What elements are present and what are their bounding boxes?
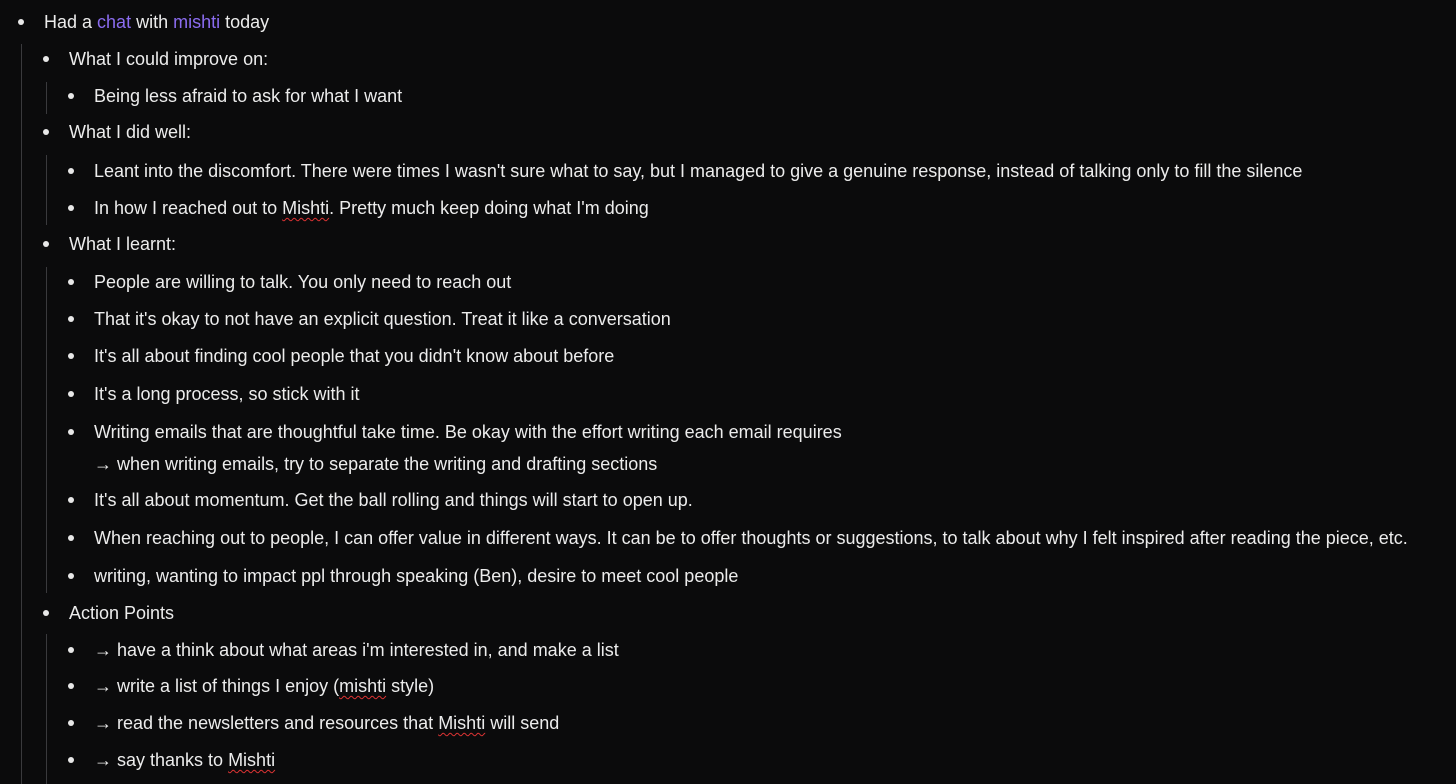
indent-guide[interactable] [21,44,22,784]
bullet-icon[interactable] [68,279,74,285]
bullet-icon[interactable] [68,316,74,322]
bullet-icon[interactable] [68,93,74,99]
indent-guide[interactable] [46,155,47,225]
block-text[interactable]: What I learnt: [69,234,177,254]
block-text[interactable]: It's all about finding cool people that you didn't know about before [94,346,615,366]
spellcheck-word[interactable]: Mishti [282,198,330,218]
block-text[interactable]: → write a list of things I enjoy (mishti style) [94,676,435,696]
indent-guide[interactable] [46,82,47,114]
bullet-icon[interactable] [68,205,74,211]
block-text[interactable]: It's all about momentum. Get the ball rolling and things will start to open up. [94,490,693,510]
bullet-icon[interactable] [68,720,74,726]
bullet-icon[interactable] [68,353,74,359]
indent-guide[interactable] [46,634,47,784]
bullet-icon[interactable] [68,647,74,653]
bullet-icon[interactable] [68,573,74,579]
bullet-icon[interactable] [43,241,49,247]
page-link-mishti[interactable]: mishti [173,12,221,32]
block-text[interactable]: writing, wanting to impact ppl through speaking (Ben), desire to meet cool people [94,566,739,586]
block-text[interactable]: → when writing emails, try to separate the writing and drafting sections [94,454,658,474]
bullet-icon[interactable] [68,535,74,541]
spellcheck-word[interactable]: Mishti [228,750,276,770]
spellcheck-word[interactable]: mishti [339,676,387,696]
block-text[interactable]: Being less afraid to ask for what I want [94,86,403,106]
bullet-icon[interactable] [68,168,74,174]
bullet-icon[interactable] [68,391,74,397]
block-text[interactable]: People are willing to talk. You only need to reach out [94,272,512,292]
block-text[interactable]: Action Points [69,603,175,623]
bullet-icon[interactable] [43,56,49,62]
bullet-icon[interactable] [18,19,24,25]
bullet-icon[interactable] [43,610,49,616]
bullet-icon[interactable] [68,497,74,503]
block-text[interactable]: → say thanks to Mishti [94,750,276,770]
block-text[interactable]: What I did well: [69,122,192,142]
block-text[interactable]: In how I reached out to Mishti. Pretty much keep doing what I'm doing [94,198,649,218]
block-text[interactable]: When reaching out to people, I can offer value in different ways. It can be to offer thoughts or suggestions, to talk about why I felt inspired after reading the piece, etc. [94,528,1408,548]
block-text[interactable]: What I could improve on: [69,49,269,69]
page-link-chat[interactable]: chat [97,12,132,32]
indent-guide[interactable] [46,267,47,593]
bullet-icon[interactable] [68,429,74,435]
block-text[interactable]: → read the newsletters and resources that Mishti will send [94,713,560,733]
block-text[interactable]: Writing emails that are thoughtful take time. Be okay with the effort writing each email requires [94,422,842,442]
spellcheck-word[interactable]: Mishti [438,713,486,733]
block-text[interactable]: → have a think about what areas i'm interested in, and make a list [94,640,619,660]
block-text[interactable]: It's a long process, so stick with it [94,384,360,404]
bullet-icon[interactable] [68,683,74,689]
bullet-icon[interactable] [43,129,49,135]
block-text[interactable]: Had a chat with mishti today [44,12,270,32]
block-text[interactable]: Leant into the discomfort. There were times I wasn't sure what to say, but I managed to give a genuine response, instead of talking only to fill the silence [94,161,1303,181]
bullet-icon[interactable] [68,757,74,763]
block-text[interactable]: That it's okay to not have an explicit question. Treat it like a conversation [94,309,671,329]
